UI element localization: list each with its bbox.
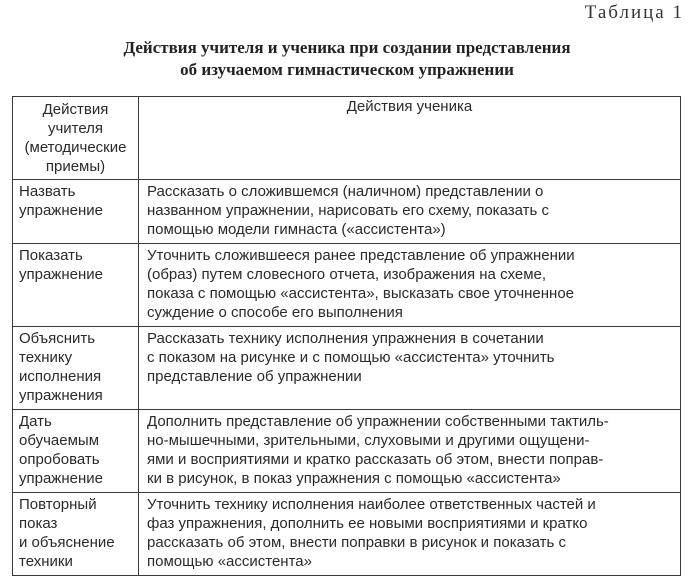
table-title-line: Действия учителя и ученика при создании представления	[123, 38, 571, 57]
student-action-cell	[139, 493, 681, 576]
cell-text-line: (образ) путем словесного отчета, изображения на схеме,	[147, 266, 547, 283]
cell-text-line: Уточнить сложившееся ранее представление об упражнении	[147, 247, 575, 264]
teacher-action-cell	[13, 493, 139, 576]
cell-text-line: упражнение	[19, 266, 103, 283]
table-row	[13, 244, 681, 327]
cell-text-line: показ	[19, 515, 58, 532]
header-text-line: приемы)	[45, 158, 106, 175]
cell-text-line: Рассказать о сложившемся (наличном) представлении о	[147, 183, 544, 200]
cell-text-line: Дополнить представление об упражнении собственными тактиль-	[147, 413, 609, 430]
cell-text-line: Показать	[19, 247, 83, 264]
cell-text-line: и объяснение	[19, 534, 115, 551]
cell-text-line: помощью модели гимнаста («ассистента»)	[147, 221, 446, 238]
cell-text-line: опробовать	[19, 451, 100, 468]
header-text-line: учителя	[47, 120, 104, 137]
cell-text-line: Объяснить	[19, 330, 96, 347]
student-action-cell	[139, 327, 681, 410]
cell-text-line: суждение о способе его выполнения	[147, 304, 403, 321]
table-row	[13, 180, 681, 244]
table-title	[0, 37, 694, 81]
actions-table	[12, 96, 681, 576]
teacher-action-cell	[13, 180, 139, 244]
cell-text-line: обучаемым	[19, 432, 100, 449]
header-row	[13, 97, 681, 180]
cell-text-line: Уточнить технику исполнения наиболее ответственных частей и	[147, 496, 596, 513]
cell-text-line: Дать	[19, 413, 52, 430]
header-text-line: (методические	[24, 139, 127, 156]
cell-text-line: представление об упражнении	[147, 368, 362, 385]
table-number-label: Таблица 1	[584, 2, 684, 23]
cell-text-line: помощью «ассистента»	[147, 553, 312, 570]
cell-text-line: фаз упражнения, дополнить ее новыми восприятиями и кратко	[147, 515, 588, 532]
student-action-cell	[139, 244, 681, 327]
cell-text-line: названном упражнении, нарисовать его схему, показать с	[147, 202, 549, 219]
cell-text-line: Повторный	[19, 496, 97, 513]
cell-text-line: но-мышечными, зрительными, слуховыми и другими ощущени-	[147, 432, 590, 449]
teacher-action-cell	[13, 244, 139, 327]
header-text-line: Действия	[42, 101, 109, 118]
cell-text-line: ями и восприятиями и кратко рассказать об этом, внести поправ-	[147, 451, 604, 468]
header-student-actions: Действия ученика	[139, 97, 681, 180]
student-action-cell	[139, 180, 681, 244]
header-teacher-actions	[13, 97, 139, 180]
table-row	[13, 493, 681, 576]
cell-text-line: с показом на рисунке и с помощью «ассистента» уточнить	[147, 349, 555, 366]
table-row	[13, 410, 681, 493]
cell-text-line: техники	[19, 553, 73, 570]
cell-text-line: Назвать	[19, 183, 76, 200]
cell-text-line: упражнение	[19, 470, 103, 487]
teacher-action-cell	[13, 410, 139, 493]
cell-text-line: Рассказать технику исполнения упражнения в сочетании	[147, 330, 544, 347]
cell-text-line: технику	[19, 349, 73, 366]
cell-text-line: упражнения	[19, 387, 103, 404]
cell-text-line: ки в рисунок, в показ упражнения с помощью «ассистента»	[147, 470, 561, 487]
cell-text-line: исполнения	[19, 368, 102, 385]
cell-text-line: упражнение	[19, 202, 103, 219]
teacher-action-cell	[13, 327, 139, 410]
table-row	[13, 327, 681, 410]
cell-text-line: рассказать об этом, внести поправки в рисунок и показать с	[147, 534, 567, 551]
cell-text-line: показа с помощью «ассистента», высказать свое уточненное	[147, 285, 575, 302]
student-action-cell	[139, 410, 681, 493]
table-title-line: об изучаемом гимнастическом упражнении	[180, 60, 514, 79]
